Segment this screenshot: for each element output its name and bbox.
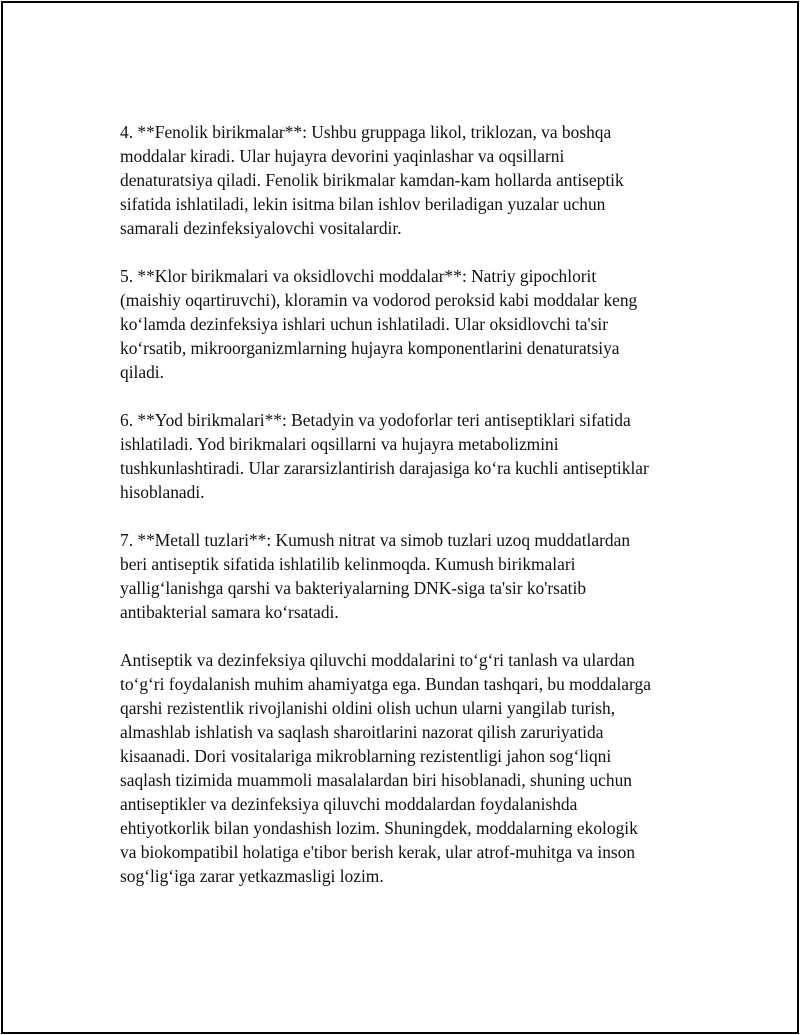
text-line: moddalar kiradi. Ular hujayra devorini yaqinlashar va oqsillarni bbox=[120, 146, 565, 166]
text-line: va biokompatibil holatiga e'tibor berish kerak, ular atrof-muhitga va inson bbox=[120, 842, 636, 862]
text-line: ko‘lamda dezinfeksiya ishlari uchun ishlatiladi. Ular oksidlovchi ta'sir bbox=[120, 314, 609, 334]
paragraph-iodine-compounds bbox=[120, 408, 695, 504]
document-body bbox=[120, 120, 695, 888]
text-line: hisoblanadi. bbox=[120, 482, 205, 502]
paragraph-phenolic-compounds bbox=[120, 120, 695, 240]
text-line: ishlatiladi. Yod birikmalari oqsillarni va hujayra metabolizmini bbox=[120, 434, 559, 454]
paragraph-metal-salts bbox=[120, 528, 695, 624]
text-line: 6. **Yod birikmalari**: Betadyin va yodoforlar teri antiseptiklari sifatida bbox=[120, 410, 631, 430]
text-line: sifatida ishlatiladi, lekin isitma bilan ishlov beriladigan yuzalar uchun bbox=[120, 194, 606, 214]
text-line: qiladi. bbox=[120, 362, 164, 382]
text-line: almashlab ishlatish va saqlash sharoitlarini nazorat qilish zaruriyatida bbox=[120, 722, 604, 742]
text-line: 4. **Fenolik birikmalar**: Ushbu gruppaga likol, triklozan, va boshqa bbox=[120, 122, 612, 142]
paragraph-conclusion bbox=[120, 648, 695, 888]
text-line: beri antiseptik sifatida ishlatilib kelinmoqda. Kumush birikmalari bbox=[120, 554, 576, 574]
text-line: ko‘rsatib, mikroorganizmlarning hujayra komponentlarini denaturatsiya bbox=[120, 338, 620, 358]
text-line: antiseptikler va dezinfeksiya qiluvchi moddalardan foydalanishda bbox=[120, 794, 578, 814]
text-line: denaturatsiya qiladi. Fenolik birikmalar kamdan-kam hollarda antiseptik bbox=[120, 170, 624, 190]
text-line: yallig‘lanishga qarshi va bakteriyalarning DNK-siga ta'sir ko'rsatib bbox=[120, 578, 587, 598]
text-line: saqlash tizimida muammoli masalalardan biri hisoblanadi, shuning uchun bbox=[120, 770, 632, 790]
text-line: to‘g‘ri foydalanish muhim ahamiyatga ega. Bundan tashqari, bu moddalarga bbox=[120, 674, 651, 694]
paragraph-chlorine-oxidizers bbox=[120, 264, 695, 384]
text-line: samarali dezinfeksiyalovchi vositalardir. bbox=[120, 218, 402, 238]
text-line: sog‘lig‘iga zarar yetkazmasligi lozim. bbox=[120, 866, 384, 886]
text-line: 7. **Metall tuzlari**: Kumush nitrat va simob tuzlari uzoq muddatlardan bbox=[120, 530, 631, 550]
text-line: 5. **Klor birikmalari va oksidlovchi moddalar**: Natriy gipochlorit bbox=[120, 266, 597, 286]
text-line: qarshi rezistentlik rivojlanishi oldini olish uchun ularni yangilab turish, bbox=[120, 698, 616, 718]
text-line: kisaanadi. Dori vositalariga mikroblarning rezistentligi jahon sog‘liqni bbox=[120, 746, 612, 766]
text-line: tushkunlashtiradi. Ular zararsizlantirish darajasiga ko‘ra kuchli antiseptiklar bbox=[120, 458, 649, 478]
text-line: antibakterial samara ko‘rsatadi. bbox=[120, 602, 339, 622]
page-frame bbox=[1, 1, 799, 1034]
text-line: ehtiyotkorlik bilan yondashish lozim. Shuningdek, moddalarning ekologik bbox=[120, 818, 638, 838]
text-line: (maishiy oqartiruvchi), kloramin va vodorod peroksid kabi moddalar keng bbox=[120, 290, 638, 310]
text-line: Antiseptik va dezinfeksiya qiluvchi moddalarini to‘g‘ri tanlash va ulardan bbox=[120, 650, 635, 670]
